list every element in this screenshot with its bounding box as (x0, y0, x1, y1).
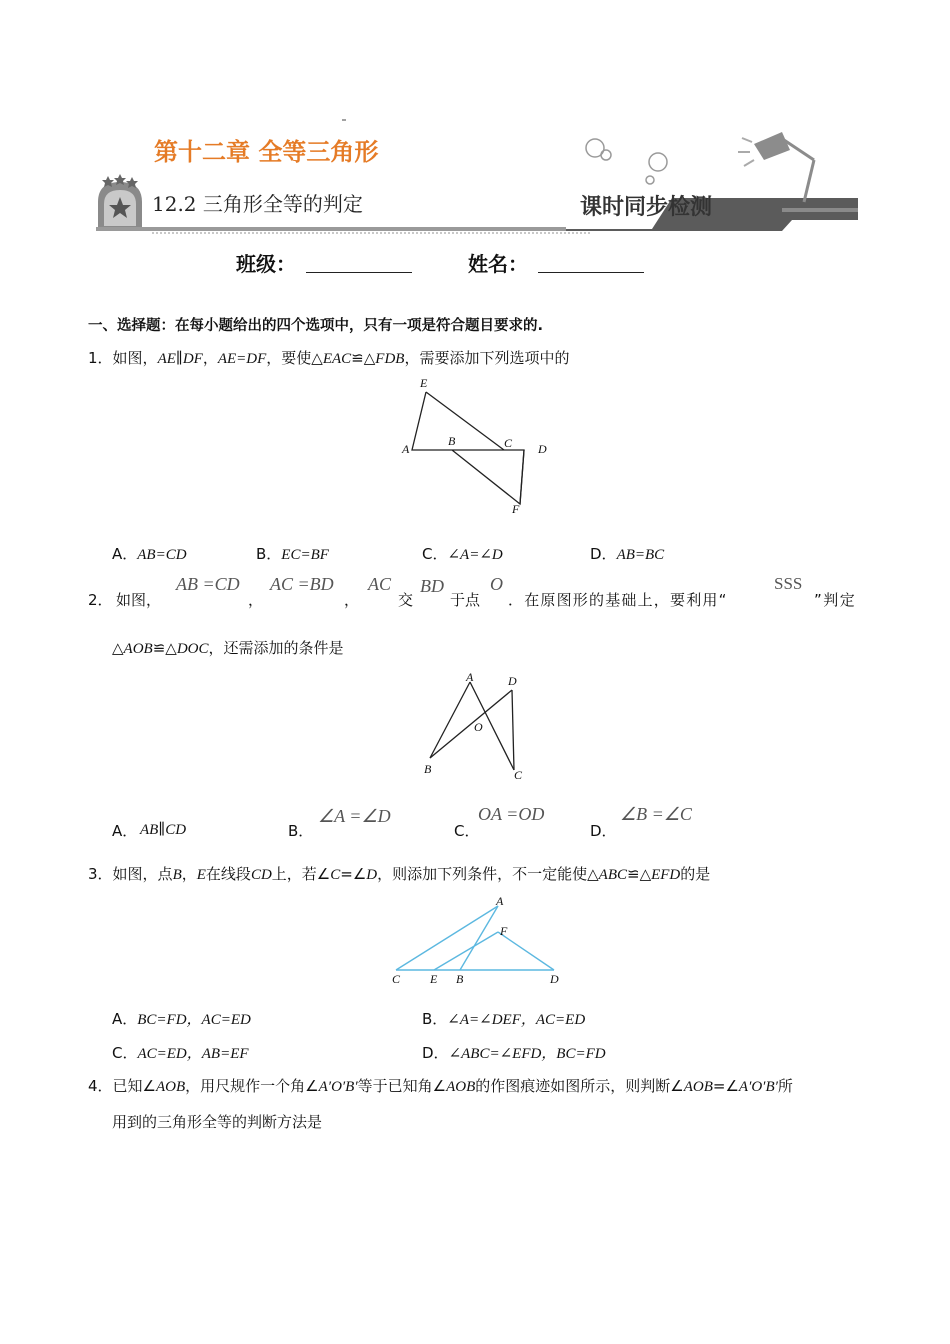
option-letter: A． (112, 1010, 138, 1028)
stem-text: ， (248, 591, 264, 609)
chapter-title: 第十二章 全等三角形 (154, 137, 379, 166)
question-1-option-d[interactable] (590, 543, 664, 564)
section-title: 12.2 三角形全等的判定 (152, 192, 363, 216)
point-label-d: D (508, 674, 517, 688)
figure-line-ca (396, 906, 498, 970)
stem-text: 所 (777, 1077, 793, 1095)
option-letter: D． (422, 1044, 449, 1062)
math-text: O (490, 574, 503, 594)
section-heading: 一、选择题：在每小题给出的四个选项中，只有一项是符合题目要求的. (88, 318, 544, 334)
question-3-stem (88, 864, 710, 885)
stem-text: ，需要添加下列选项中的 (404, 349, 570, 367)
math-text: EAC (322, 351, 352, 367)
stem-text: 的作图痕迹如图所示，则判断∠ (475, 1077, 684, 1095)
stem-text: 已知∠ (112, 1077, 156, 1095)
option-text: AB=CD (137, 547, 187, 563)
question-1-option-a[interactable] (112, 543, 187, 564)
point-label-c: C (392, 972, 401, 986)
question-number: 2． (88, 591, 113, 609)
stem-text: =∠ (712, 1077, 739, 1095)
option-letter: A． (112, 545, 138, 563)
question-3-figure (388, 892, 564, 990)
question-2-option-a[interactable] (112, 804, 232, 844)
point-label-b: B (448, 434, 456, 448)
question-2-option-d[interactable] (590, 804, 710, 844)
option-letter: B． (422, 1010, 448, 1028)
question-2-stem-line2 (112, 638, 344, 659)
stem-text: ， (202, 349, 218, 367)
question-2-stem (88, 574, 868, 614)
figure-line-ef (434, 932, 498, 970)
math-text: SSS (774, 574, 803, 593)
option-math: ∠A =∠D (318, 806, 391, 826)
stem-text: ，则添加下列条件，不一定能使△ (377, 865, 599, 883)
math-text: BD (420, 576, 444, 596)
stem-text: 交 (398, 591, 414, 609)
stem-text: 的是 (680, 865, 711, 883)
stem-text: ≌△ (152, 639, 177, 657)
name-blank[interactable] (538, 272, 644, 273)
question-4-stem (88, 1076, 793, 1097)
option-text: EC=BF (281, 547, 329, 563)
class-blank[interactable] (306, 272, 412, 273)
point-label-c: C (514, 768, 523, 782)
option-text: BC=FD，AC=ED (137, 1012, 251, 1028)
point-label-e: E (420, 376, 428, 390)
question-1-stem (88, 348, 569, 369)
question-number: 4． (88, 1077, 113, 1095)
desk-lamp-icon (738, 132, 814, 202)
point-label-c: C (504, 436, 513, 450)
question-2-option-c[interactable] (454, 804, 574, 844)
question-3-option-d[interactable] (422, 1042, 606, 1063)
question-number: 1． (88, 349, 113, 367)
question-1-option-c[interactable] (422, 543, 503, 564)
point-label-d: D (538, 442, 547, 456)
option-text: AB∥CD (140, 822, 187, 838)
question-3-option-a[interactable] (112, 1008, 251, 1029)
question-2-figure (418, 670, 528, 784)
point-label-e: E (430, 972, 438, 986)
stem-text: ．在原图形的基础上，要利用“ (508, 591, 728, 609)
math-text: AOB (683, 1079, 713, 1095)
stem-text: 于点 (450, 591, 481, 609)
bubble-icons (586, 139, 667, 184)
question-number: 3． (88, 865, 113, 883)
question-3-option-c[interactable] (112, 1042, 249, 1063)
point-label-a: A (466, 670, 474, 684)
math-text: AOB (123, 641, 153, 657)
point-label-a: A (496, 894, 504, 908)
option-letter: C． (454, 822, 480, 840)
option-text: ∠A=∠D (447, 547, 503, 563)
option-text: AB=BC (616, 547, 665, 563)
question-1-option-b[interactable] (256, 543, 329, 564)
figure-line-db (430, 690, 512, 758)
option-letter: B． (256, 545, 282, 563)
question-1-figure (396, 372, 556, 520)
name-label: 姓名： (468, 252, 528, 276)
stem-text: =∠ (340, 865, 367, 883)
math-text: D (366, 867, 378, 883)
math-text: CD (250, 867, 272, 883)
option-letter: A． (112, 822, 138, 840)
point-label-a: A (402, 442, 410, 456)
option-text: ∠A=∠DEF，AC=ED (447, 1012, 586, 1028)
option-letter: C． (112, 1044, 138, 1062)
math-text: EFD (651, 867, 681, 883)
stem-text: ，用尺规作一个角∠ (185, 1077, 319, 1095)
stem-text: ， (181, 865, 197, 883)
stem-text: ， (344, 591, 360, 609)
point-label-f: F (500, 924, 508, 938)
point-label-b: B (456, 972, 464, 986)
option-text: ∠ABC=∠EFD，BC=FD (448, 1046, 606, 1062)
page-header (92, 110, 862, 240)
math-text: B (172, 867, 182, 883)
math-text: AE∥DF (157, 351, 203, 367)
math-text: A′O′B′ (318, 1079, 358, 1095)
point-label-d: D (550, 972, 559, 986)
math-text: AE=DF (217, 351, 267, 367)
math-text: AOB (446, 1079, 476, 1095)
option-letter: C． (422, 545, 448, 563)
stem-text: 上，若∠ (271, 865, 331, 883)
stem-text: ≌△ (351, 349, 376, 367)
option-math: OA =OD (478, 804, 545, 824)
point-label-f: F (512, 502, 520, 516)
stem-text: 如图， (112, 349, 158, 367)
question-3-option-b[interactable] (422, 1008, 585, 1029)
figure-line-ab (430, 682, 470, 758)
badge-title: 课时同步检测 (580, 194, 713, 220)
math-text: AOB (156, 1079, 186, 1095)
class-label: 班级： (236, 252, 296, 276)
option-letter: D． (590, 545, 617, 563)
option-letter: B． (288, 822, 314, 840)
math-text: C (330, 867, 341, 883)
option-text: AC=ED，AB=EF (137, 1046, 249, 1062)
figure-line-ec (426, 392, 504, 450)
stem-text: △ (112, 639, 124, 657)
stem-text: 如图， (116, 591, 162, 609)
stem-text: ≌△ (627, 865, 652, 883)
math-text: AB =CD (176, 574, 240, 594)
stem-text: 等于已知角∠ (357, 1077, 447, 1095)
header-graphic (92, 110, 862, 240)
stem-text: 在线段 (205, 865, 251, 883)
stem-text: ”判定 (814, 591, 857, 609)
question-4-stem-line2: 用到的三角形全等的判断方法是 (112, 1113, 323, 1131)
point-label-o: O (474, 720, 483, 734)
math-text: ABC (598, 867, 627, 883)
figure-line-dc (512, 690, 514, 770)
option-math: ∠B =∠C (620, 804, 692, 824)
question-2-option-b[interactable] (288, 804, 408, 844)
stem-text: 如图，点 (112, 865, 173, 883)
stem-text: ，要使△ (266, 349, 323, 367)
point-label-b: B (424, 762, 432, 776)
math-text: E (196, 867, 206, 883)
stem-text: ，还需添加的条件是 (208, 639, 344, 657)
student-info-row (236, 248, 656, 278)
option-letter: D． (590, 822, 617, 840)
star-badge-icon (98, 174, 142, 228)
math-text: AC =BD (270, 574, 334, 594)
math-text: A′O′B′ (738, 1079, 778, 1095)
math-text: FDB (375, 351, 405, 367)
figure-line-ab (460, 906, 498, 970)
math-text: DOC (176, 641, 209, 657)
figure-line-df (520, 450, 524, 504)
math-text: AC (368, 574, 392, 594)
